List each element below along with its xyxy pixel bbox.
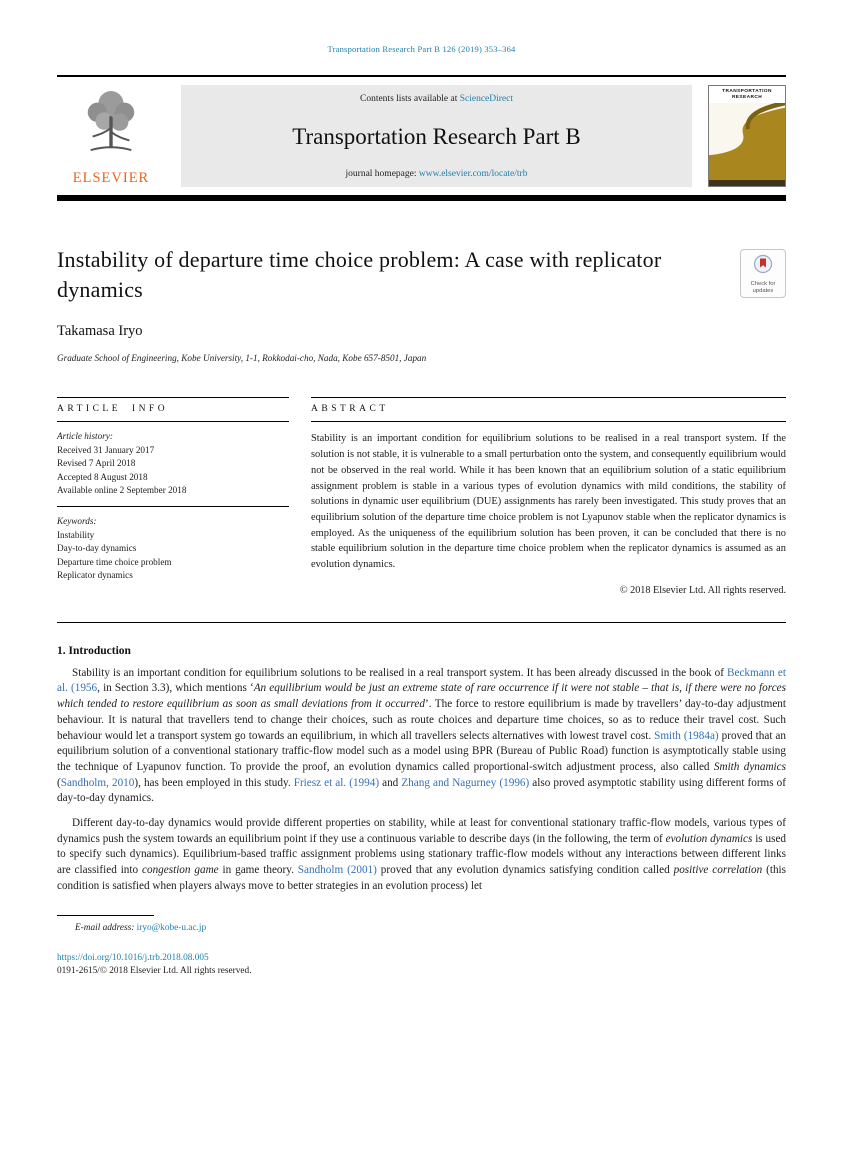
text-segment: also proved asymptotic stability using different forms of day-to-day dynamics.	[57, 776, 787, 805]
text-segment: in game theory.	[218, 864, 298, 877]
issn-copyright-line: 0191-2615/© 2018 Elsevier Ltd. All rights reserved.	[57, 965, 252, 976]
contents-line	[189, 94, 684, 104]
text-segment: Different day-to-day dynamics would provide different properties on stability, while at least for conventional stationary traffic-flow models, various types of dynamics push the system towards an equilibrium point if they use a continuous variable to describe days (in the following, the term of	[57, 817, 786, 845]
contents-prefix: Contents lists available at	[359, 93, 460, 104]
sciencedirect-link[interactable]: ScienceDirect	[459, 93, 513, 104]
text-segment: Stability is an important condition for equilibrium solutions to be realised in a real transport system. It has been already discussed in the book of	[72, 666, 728, 679]
citation-link[interactable]: Friesz et al. (1994)	[293, 776, 380, 789]
check-for-updates-badge[interactable]	[740, 249, 786, 298]
history-line: Available online 2 September 2018	[57, 485, 187, 496]
homepage-url-link[interactable]: www.elsevier.com/locate/trb	[418, 168, 528, 179]
abstract-rule-mid	[311, 421, 786, 422]
citation-link[interactable]: Zhang and Nagurney (1996)	[401, 776, 530, 789]
text-segment: evolution dynamics	[665, 832, 753, 845]
citation-link[interactable]: Beckmann et al. (1956	[57, 666, 787, 695]
citation-link[interactable]: Sandholm (2001)	[297, 864, 377, 877]
body-divider-rule	[57, 622, 786, 623]
article-info-rule-mid	[57, 421, 289, 422]
text-segment: , in Section 3.3), which mentions ‘	[97, 682, 254, 695]
keyword-line: Day-to-day dynamics	[57, 543, 137, 554]
history-line: Revised 7 April 2018	[57, 458, 136, 469]
elsevier-tree-icon	[80, 87, 142, 159]
text-segment: congestion game	[142, 864, 219, 877]
info-abstract-section	[57, 397, 786, 596]
keyword-line: Replicator dynamics	[57, 570, 133, 581]
text-segment: proved that any evolution dynamics satisfying condition called	[376, 864, 674, 877]
title-block	[57, 245, 786, 305]
text-segment: An equilibrium would be just an extreme state of rare occurrence if it were not stable – that is, if there were no forces which tended to restore equilibrium as soon as small deviations from it occurred	[57, 682, 786, 711]
text-segment: (	[57, 776, 61, 789]
text-segment: proved that an equilibrium solution of a conventional stationary traffic-flow model such as a model using BPR (Bureau of Public Road) function is asymptotically stable using the technique of Lyapunov function. To provide the proof, an evolution dynamics called proportional-switch adjustment process, also called	[57, 729, 786, 773]
text-segment: and	[379, 776, 402, 789]
text-segment: ), has been employed in this study.	[134, 776, 294, 789]
footnote-rule	[57, 915, 154, 916]
article-title: Instability of departure time choice problem: A case with replicator dynamics	[57, 247, 662, 302]
journal-title: Transportation Research Part B	[292, 124, 581, 149]
email-footnote	[57, 923, 786, 933]
text-segment: positive correlation	[673, 864, 763, 877]
journal-citation-line: Transportation Research Part B 126 (2019) 353–364	[327, 44, 516, 54]
text-segment: ’. The force to restore equilibrium is made by travellers’ day-to-day adjustment behaviour. It is natural that travellers tend to change their choices, such as route choices and departure time choices, so as to reduce their travel cost. Such behaviour would let a transport system go towards an equilibrium, in which all travellers selects alternatives with lowest travel cost.	[57, 698, 786, 742]
author-affiliation: Graduate School of Engineering, Kobe University, 1-1, Rokkodai-cho, Nada, Kobe 657-8501, Japan	[57, 353, 427, 363]
history-line: Received 31 January 2017	[57, 444, 155, 455]
intro-paragraph-2	[57, 816, 786, 895]
citation-link[interactable]: Sandholm, 2010	[60, 776, 135, 789]
keyword-line: Departure time choice problem	[57, 556, 172, 567]
keywords-label: Keywords:	[57, 516, 97, 527]
journal-banner	[181, 85, 692, 187]
intro-paragraph-1	[57, 666, 786, 807]
masthead	[57, 85, 786, 187]
article-info-heading: ARTICLE INFO	[57, 404, 169, 415]
article-history-label: Article history:	[57, 431, 113, 442]
cover-title: TRANSPORTATION RESEARCH	[722, 88, 772, 100]
crossmark-icon	[753, 254, 773, 274]
abstract-column	[311, 397, 786, 596]
abstract-text: Stability is an important condition for equilibrium solutions to be realised in a real transport system. If the solution is not stable, it is vulnerable to a small perturbation onto the system, and consequently equilibrium would not be observed in the real world. While it has been known that an equilibrium solution of a static equilibrium assignment problem is stable in a various types of evolution dynamics with mild conditions, the stability of solutions in dynamic user equilibrium (DUE) assignments has rarely been investigated. This study proves that an equilibrium solution of the departure time choice problem is not Lyapunov stable when the replicator dynamics is employed. As the uniqueness of the equilibrium solution has been proven, it can be concluded that there is no stable equilibrium solution in the departure time choice problem when the replicator dynamics is assumed as an evolution dynamics.	[311, 433, 786, 571]
keyword-line: Instability	[57, 529, 95, 540]
journal-cover-art	[709, 103, 785, 186]
text-segment: Smith dynamics	[713, 760, 786, 773]
elsevier-logo	[57, 85, 165, 187]
elsevier-wordmark: ELSEVIER	[72, 169, 150, 186]
homepage-prefix: journal homepage:	[345, 168, 419, 179]
check-badge-label: Check for updates	[750, 281, 776, 294]
email-label: E-mail address:	[75, 922, 135, 933]
text-segment: (this condition is satisfied when players always move to better strategies in an evolution process) let	[57, 864, 787, 892]
author-name: Takamasa Iryo	[57, 323, 143, 339]
citation-link[interactable]: Smith (1984a)	[654, 729, 719, 742]
email-link[interactable]: iryo@kobe-u.ac.jp	[136, 922, 207, 933]
homepage-line	[189, 169, 684, 179]
text-segment: is used to specify such dynamics). Equilibrium-based traffic assignment problems using stationary traffic-flow models without any interactions between different links are classified into	[57, 832, 786, 877]
abstract-copyright: © 2018 Elsevier Ltd. All rights reserved.	[619, 584, 786, 596]
keywords-rule	[57, 506, 289, 507]
top-rule	[57, 75, 786, 77]
abstract-heading: ABSTRACT	[311, 404, 389, 415]
doi-link[interactable]: https://doi.org/10.1016/j.trb.2018.08.005	[57, 952, 209, 963]
introduction-heading: 1. Introduction	[57, 644, 131, 657]
history-line: Accepted 8 August 2018	[57, 471, 148, 482]
header-thick-rule	[57, 195, 786, 202]
article-info-column	[57, 397, 289, 596]
journal-cover-thumbnail	[708, 85, 786, 187]
